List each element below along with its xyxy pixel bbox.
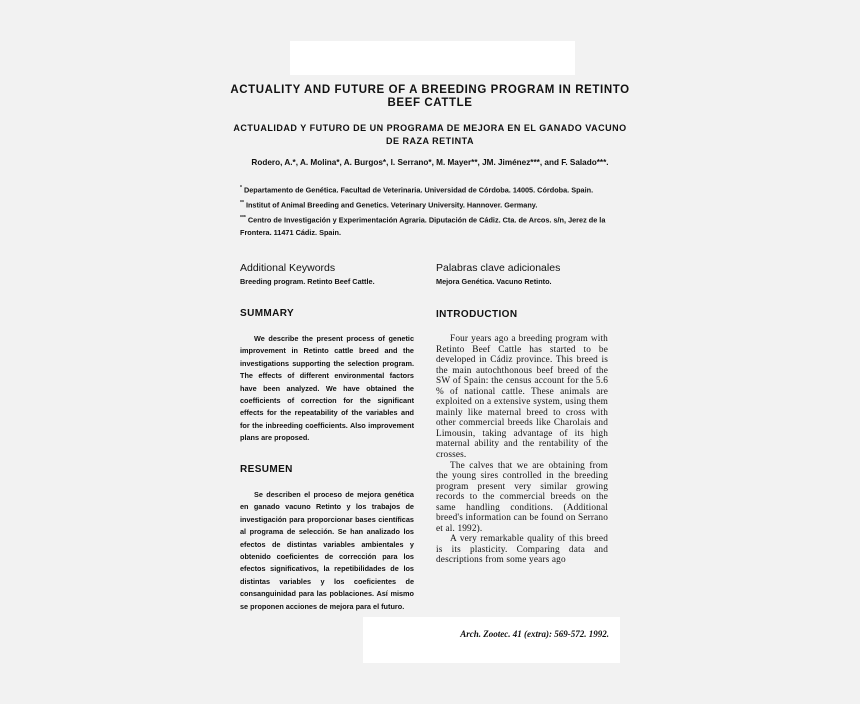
- footer-box: [363, 617, 620, 663]
- journal-citation: Arch. Zootec. 41 (extra): 569-572. 1992.: [460, 629, 609, 639]
- intro-paragraph-2: The calves that we are obtaining from the young sires controlled in the breeding program present very similar growing records to the commercial breeds on the same handling conditions. (Additional breed's information can be found on Serrano et al. 1992).: [436, 460, 608, 534]
- affiliation-2: ** Institut of Animal Breeding and Genetics. Veterinary University. Hannover. Germany.: [240, 200, 538, 210]
- introduction-body: [436, 334, 608, 566]
- summary-heading: SUMMARY: [240, 308, 295, 319]
- palabras-heading: Palabras clave adicionales: [436, 262, 561, 274]
- introduction-heading: INTRODUCTION: [436, 309, 518, 320]
- intro-paragraph-1: Four years ago a breeding program with Retinto Beef Cattle has started to be developed in Cádiz province. This breed is the main autochthonous beef breed of the SW of Spain: the census account for the 5.6 % of national cattle. These animals are exploited on a extensive system, using them mainly like maternal breed to cross with other commercial breeds like Charolais and Limousin, taking advantage of its high maternal ability and the rentability of the crosses.: [436, 334, 608, 461]
- intro-paragraph-3: A very remarkable quality of this breed is its plasticity. Comparing data and descriptions from some years ago: [436, 534, 608, 566]
- header-blank-box: [290, 41, 575, 75]
- affiliation-1: * Departamento de Genética. Facultad de Veterinaria. Universidad de Córdoba. 14005. Córdoba. Spain.: [240, 185, 594, 195]
- palabras-text: Mejora Genética. Vacuno Retinto.: [436, 277, 552, 286]
- paper-title-spanish: ACTUALIDAD Y FUTURO DE UN PROGRAMA DE MEJORA EN EL GANADO VACUNO DE RAZA RETINTA: [233, 123, 627, 146]
- affiliations: [240, 182, 612, 240]
- keywords-text: Breeding program. Retinto Beef Cattle.: [240, 277, 375, 286]
- keywords-heading: Additional Keywords: [240, 262, 336, 274]
- resumen-body: Se describen el proceso de mejora genética en ganado vacuno Retinto y los trabajos de investigación para proporcionar bases científicas al programa de selección. Se han analizado los efectos de distintas variables ambientales y obtenido coeficientes de corrección para los efectos significativos, la repetibilidades de los distintas variables y los coeficientes de consanguinidad para las poblaciones. Así mismo se proponen acciones de mejora para el futuro.: [240, 490, 414, 611]
- affiliation-3: *** Centro de Investigación y Experimentación Agraria. Diputación de Cádiz. Cta. de Arcos. s/n, Jerez de la Frontera. 11471 Cádiz. Spain.: [240, 215, 606, 238]
- resumen-heading: RESUMEN: [240, 464, 293, 475]
- summary-body: We describe the present process of genetic improvement in Retinto cattle breed and the investigations supporting the selection program. The effects of different environmental factors have been analyzed. We have obtained the coefficients of correction for the significant effects for the repeatability of the variables and for the inbreeding coefficients. Also improvement plans are proposed.: [240, 334, 414, 443]
- paper-title: ACTUALITY AND FUTURE OF A BREEDING PROGRAM IN RETINTO BEEF CATTLE: [230, 84, 630, 109]
- author-list: Rodero, A.*, A. Molina*, A. Burgos*, I. Serrano*, M. Mayer**, JM. Jiménez***, and F. Salado***.: [251, 158, 609, 167]
